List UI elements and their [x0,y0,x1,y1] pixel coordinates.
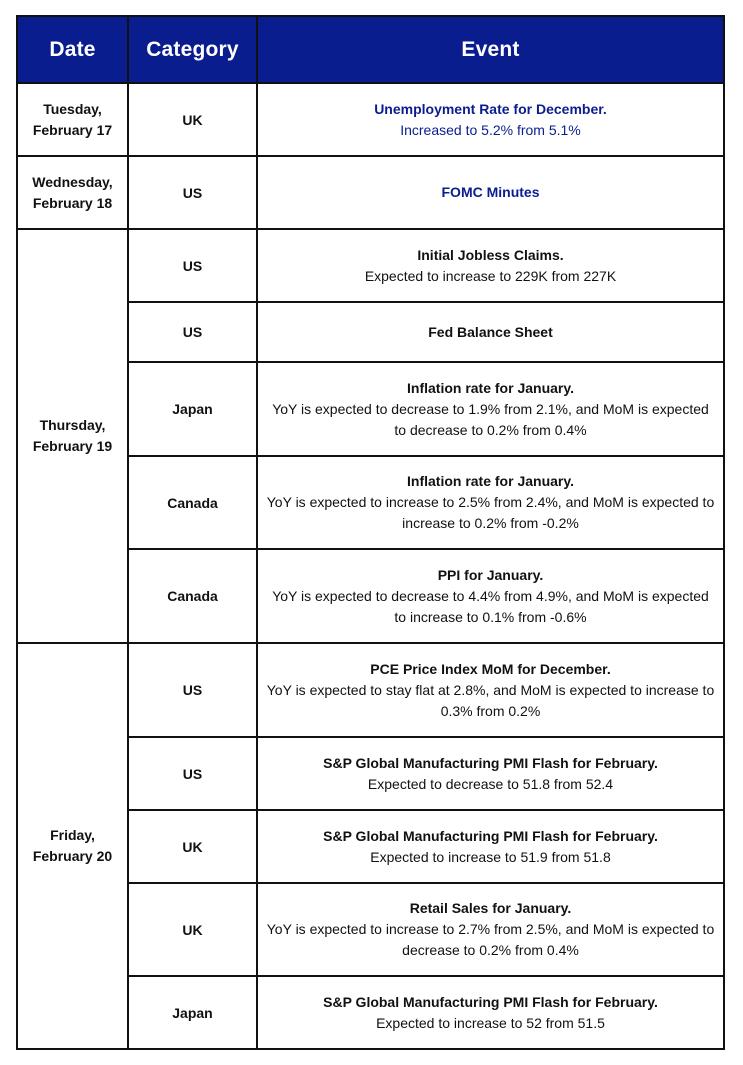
event-detail: YoY is expected to decrease to 1.9% from 2.1%, and MoM is expected to decrease to 0.2% from 0.4% [272,400,709,438]
event-cell [257,883,724,976]
table-row [17,643,724,737]
event-title: Unemployment Rate for December. [374,100,607,117]
event-detail: YoY is expected to decrease to 4.4% from 4.9%, and MoM is expected to increase to 0.1% from -0.6% [272,587,709,625]
event-title: Fed Balance Sheet [428,323,553,340]
table-row [17,156,724,229]
event-detail: Expected to increase to 229K from 227K [364,267,617,284]
event-cell [257,643,724,737]
event-detail: Increased to 5.2% from 5.1% [400,121,581,138]
event-cell [257,83,724,156]
category-cell: US [128,156,257,229]
category-cell: Canada [128,549,257,643]
event-cell [257,456,724,549]
date-day: February 18 [32,194,113,211]
event-detail: YoY is expected to stay flat at 2.8%, and MoM is expected to increase to 0.3% from 0.2% [266,681,715,719]
event-cell [257,302,724,362]
event-title: Retail Sales for January. [409,900,572,916]
table-row [17,229,724,302]
header-row [17,16,724,83]
date-weekday: Friday, [50,827,95,843]
category-cell: UK [128,810,257,883]
event-title: S&P Global Manufacturing PMI Flash for February. [323,827,658,844]
date-day: February 17 [32,121,113,138]
event-detail: YoY is expected to increase to 2.5% from 2.4%, and MoM is expected to increase to 0.2% from -0.2% [266,494,715,531]
event-cell [257,976,724,1049]
date-day: February 20 [32,848,113,864]
table-row [17,83,724,156]
event-title: S&P Global Manufacturing PMI Flash for February. [323,754,658,771]
event-column-header: Event [257,16,724,83]
category-cell: US [128,643,257,737]
date-cell-friday [17,643,128,1049]
date-weekday: Tuesday, [43,100,102,117]
event-detail: Expected to decrease to 51.8 from 52.4 [367,775,614,792]
event-title: FOMC Minutes [441,184,540,200]
date-cell-wednesday [17,156,128,229]
category-cell: UK [128,883,257,976]
event-title: Inflation rate for January. [407,379,574,396]
event-title: PCE Price Index MoM for December. [370,660,611,677]
category-cell: US [128,302,257,362]
date-day: February 19 [32,438,113,454]
date-column-header: Date [17,16,128,83]
category-cell: US [128,229,257,302]
event-detail: Expected to increase to 51.9 from 51.8 [370,848,611,865]
category-column-header: Category [128,16,257,83]
event-cell [257,549,724,643]
event-cell [257,362,724,456]
date-cell-tuesday [17,83,128,156]
event-cell [257,737,724,810]
event-title: Initial Jobless Claims. [417,246,564,263]
event-cell [257,156,724,229]
event-title: PPI for January. [437,566,544,583]
date-weekday: Thursday, [39,417,106,433]
event-title: Inflation rate for January. [407,473,574,489]
category-cell: Japan [128,362,257,456]
economic-calendar-table [16,15,725,1050]
date-cell-thursday [17,229,128,643]
category-cell: Japan [128,976,257,1049]
date-weekday: Wednesday, [32,173,113,190]
event-cell [257,229,724,302]
category-cell: Canada [128,456,257,549]
event-title: S&P Global Manufacturing PMI Flash for February. [323,993,658,1010]
event-detail: Expected to increase to 52 from 51.5 [376,1014,605,1031]
event-detail: YoY is expected to increase to 2.7% from 2.5%, and MoM is expected to decrease to 0.2% from 0.4% [266,921,715,958]
event-cell [257,810,724,883]
category-cell: UK [128,83,257,156]
category-cell: US [128,737,257,810]
